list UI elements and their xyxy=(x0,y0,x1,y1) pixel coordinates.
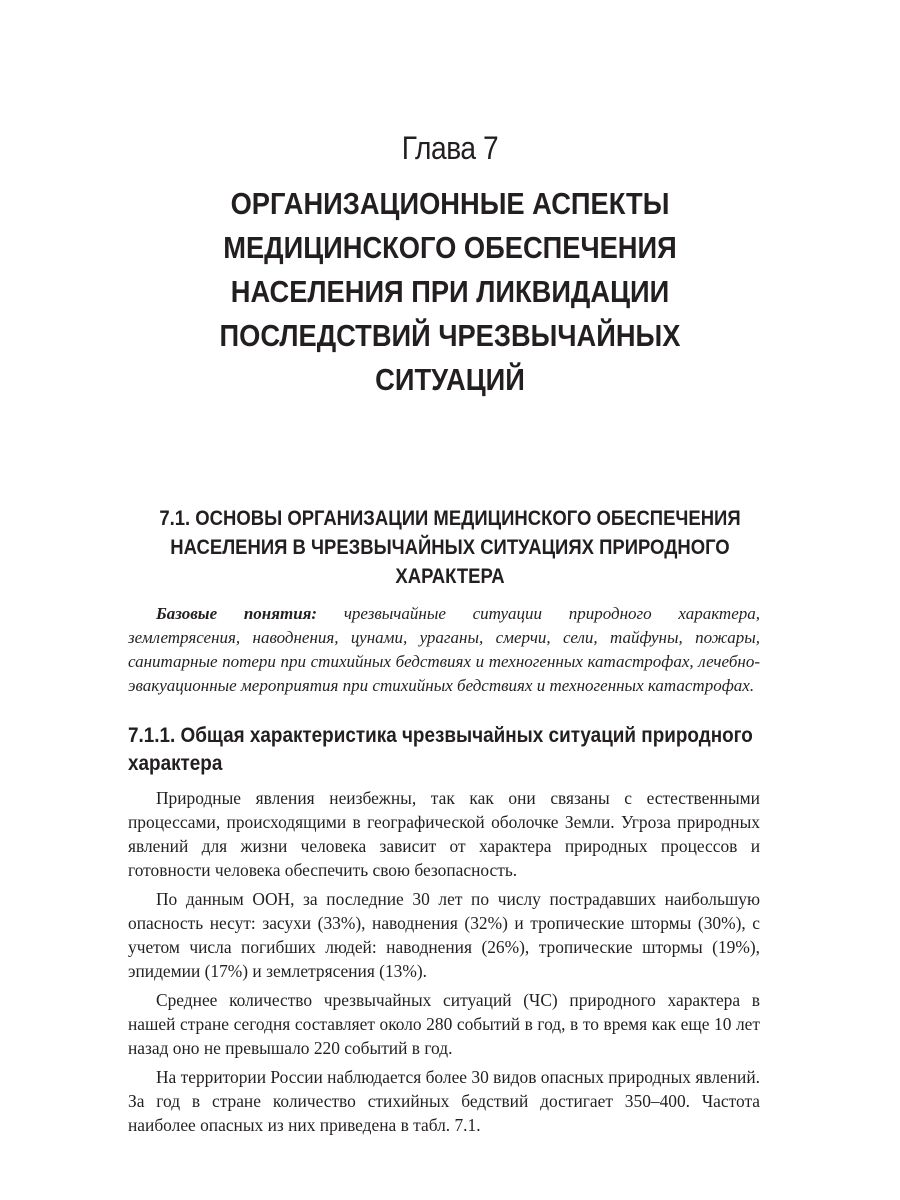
basic-concepts-text: чрезвычайные ситуации природного характера, землетрясения, наводнения, цунами, ураганы, смерчи, сели, тайфуны, пожары, санитарные потери при стихийных бедствиях и техногенных катастрофах, лечебно-эвакуационные мероприятия при стихийных бедствиях и техногенных катастрофах. xyxy=(128,604,760,695)
paragraph: Среднее количество чрезвычайных ситуаций (ЧС) природного характера в нашей стране сегодня составляет около 280 событий в год, в то время как еще 10 лет назад оно не превышало 220 событий в год. xyxy=(128,990,760,1058)
subsection-title: 7.1.1. Общая характеристика чрезвычайных ситуаций природного характера xyxy=(128,724,753,775)
basic-concepts xyxy=(128,602,760,698)
section-title: 7.1. ОСНОВЫ ОРГАНИЗАЦИИ МЕДИЦИНСКОГО ОБЕСПЕЧЕНИЯ НАСЕЛЕНИЯ В ЧРЕЗВЫЧАЙНЫХ СИТУАЦИЯХ ПРИРОДНОГО ХАРАКТЕРА xyxy=(159,507,741,588)
paragraph: По данным ООН, за последние 30 лет по числу пострадавших наибольшую опасность несут: засухи (33%), наводнения (32%) и тропические штормы (30%), с учетом числа погибших людей: наводнения (26%), тропические штормы (19%), эпидемии (17%) и землетрясения (13%). xyxy=(128,889,760,981)
chapter-label: Глава 7 xyxy=(401,130,499,166)
paragraph: На территории России наблюдается более 30 видов опасных природных явлений. За год в стране количество стихийных бедствий достигает 350–400. Частота наиболее опасных из них приведена в табл. 7.1. xyxy=(128,1067,760,1135)
paragraph: Природные явления неизбежны, так как они связаны с естественными процессами, происходящими в географической оболочке Земли. Угроза природных явлений для жизни человека зависит от характера природных процессов и готовности человека обеспечить свою безопасность. xyxy=(128,788,760,880)
body-text xyxy=(128,786,760,1142)
chapter-title: ОРГАНИЗАЦИОННЫЕ АСПЕКТЫ МЕДИЦИНСКОГО ОБЕСПЕЧЕНИЯ НАСЕЛЕНИЯ ПРИ ЛИКВИДАЦИИ ПОСЛЕДСТВИЙ ЧРЕЗВЫЧАЙНЫХ СИТУАЦИЙ xyxy=(219,186,681,397)
basic-concepts-lead: Базовые понятия: xyxy=(156,604,318,623)
